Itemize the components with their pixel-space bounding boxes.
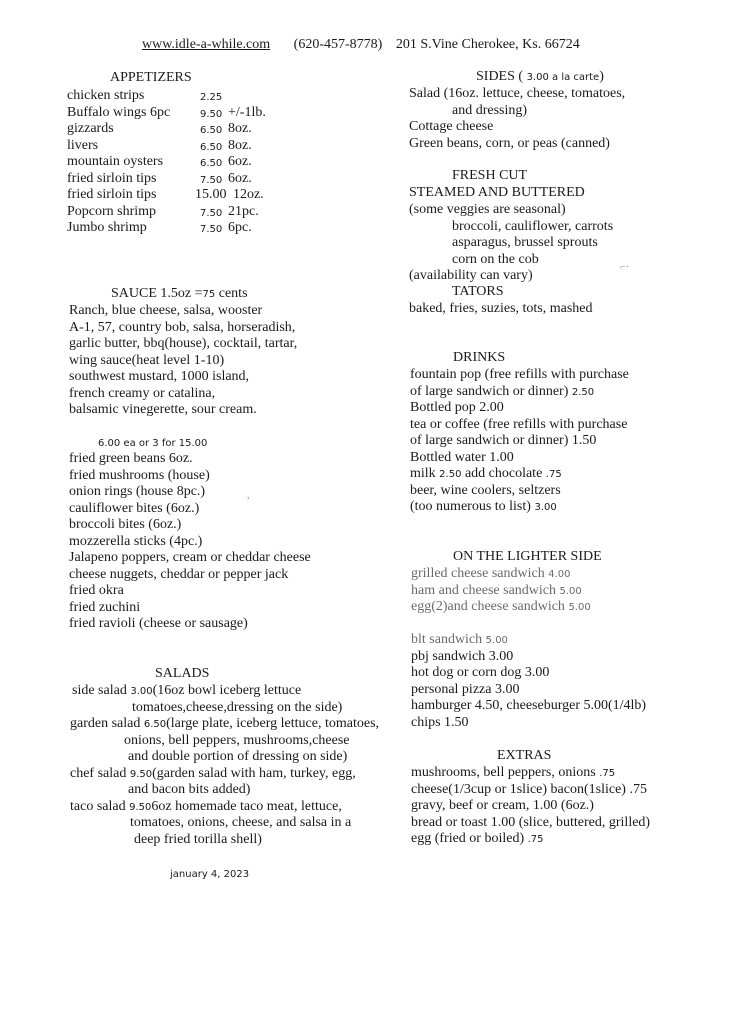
extra-price: .75 [527,834,544,845]
garden-salad [70,716,379,733]
chef-salad-desc: (garden salad with ham, turkey, egg, [152,765,356,781]
side-item: Green beans, corn, or peas (canned) [409,135,610,151]
sauce-line: balsamic vinegerette, sour cream. [69,402,257,417]
sides-price: 3.00 a la carte [526,72,600,83]
appetizers-heading: APPETIZERS [110,70,192,85]
blank-line [411,616,646,633]
side-salad-desc: (16oz bowl iceberg lettuce [152,683,302,698]
appetizer-item [67,88,307,105]
appetizer-name: chicken strips [67,88,145,103]
chef-salad-name: chef salad [70,765,127,781]
fresh-item: corn on the cob [452,251,539,267]
appetizer-price: 2.25 [200,92,223,103]
sauce-line: french creamy or catalina, [69,385,216,401]
fresh-item: asparagus, brussel sprouts [452,235,598,250]
side-salad-desc-2: tomatoes,cheese,dressing on the side) [132,699,343,715]
fresh-cut-heading: FRESH CUT [452,168,528,183]
fried-side-item: Jalapeno poppers, cream or cheddar cheese [69,550,311,565]
appetizer-name: mountain oysters [67,154,164,169]
sides-list [409,86,625,152]
appetizer-size: 6oz. [228,154,252,169]
drink-text: of large sandwich or dinner) [410,383,569,399]
salads-list [72,683,379,848]
garden-salad-name: garden salad [70,716,141,731]
appetizer-size: 21pc. [228,203,259,219]
drink-text: (too numerous to list) [410,499,531,514]
extras-list [411,765,650,848]
appetizer-price: 6.50 [200,125,223,136]
fried-side-item: fried green beans 6oz. [69,451,193,466]
menu-date: january 4, 2023 [170,869,250,880]
drink-item: beer, wine coolers, seltzers [410,482,561,498]
lighter-item-name: grilled cheese sandwich [411,566,545,581]
lighter-item [411,566,646,583]
appetizer-item [67,204,307,221]
sauce-title: SAUCE 1.5oz = [111,286,203,301]
appetizer-name: Popcorn shrimp [67,203,157,219]
sides-title: SIDES ( [476,69,524,84]
appetizer-name: livers [67,137,99,153]
appetizer-price: 7.50 [200,207,223,219]
sides-heading [476,69,604,87]
tators-heading: TATORS [452,284,504,299]
extras-heading: EXTRAS [497,748,552,763]
lighter-item-name: egg(2)and cheese sandwich [411,599,565,614]
fried-side-item: mozzerella sticks (4pc.) [69,533,203,549]
fresh-item: (some veggies are seasonal) [409,202,566,217]
stray-mark: , [247,490,250,501]
side-salad-price: 3.00 [130,686,153,697]
fresh-list [409,202,613,285]
appetizer-item [67,105,307,122]
side-item: Salad (16oz. lettuce, cheese, tomatoes, [409,86,626,101]
appetizer-item [67,154,307,171]
fried-side-item: onion rings (house 8pc.) [69,484,206,499]
lighter-list [411,566,646,731]
drink-item: tea or coffee (free refills with purchase [410,416,628,432]
lighter-item [411,583,646,600]
chef-salad [70,766,379,783]
fried-side-item: fried mushrooms (house) [69,467,210,483]
lighter-item [411,632,646,649]
extra-item: bread or toast 1.00 (slice, buttered, grilled) [411,814,651,830]
drink-item: Bottled pop 2.00 [410,400,504,415]
stray-mark: ⌐· [620,262,629,273]
drink-text: add chocolate [464,466,543,481]
garden-salad-desc-3: and double portion of dressing on side) [128,749,348,764]
fried-side-item: fried ravioli (cheese or sausage) [69,616,248,631]
taco-salad [70,799,379,816]
fried-side-item: fried okra [69,583,124,598]
appetizer-price: 9.50 [200,108,223,120]
appetizer-size: +/-1lb. [228,104,266,120]
sauce-line: garlic butter, bbq(house), cocktail, tartar, [69,336,298,351]
drink-item [410,499,629,516]
lighter-item: personal pizza 3.00 [411,681,520,697]
fried-side-item: cheese nuggets, cheddar or pepper jack [69,566,289,582]
address: 201 S.Vine Cherokee, Ks. 66724 [395,37,580,52]
chef-salad-desc-2: and bacon bits added) [128,782,251,797]
side-salad [72,683,379,700]
lighter-item-price: 5.00 [485,635,508,646]
fried-sides-list [69,451,311,633]
steamed-heading: STEAMED AND BUTTERED [409,185,585,200]
appetizer-price: 7.50 [200,174,223,186]
website-link[interactable]: www.idle-a-while.com [142,37,271,52]
extra-text: mushrooms, bell peppers, onions [411,765,596,780]
fried-sides-price: 6.00 ea or 3 for 15.00 [98,438,208,449]
chef-salad-price: 9.50 [129,768,153,780]
lighter-item-price: 5.00 [568,602,591,613]
lighter-item: hot dog or corn dog 3.00 [411,665,550,680]
drink-item [410,384,629,401]
drink-item: fountain pop (free refills with purchase [410,367,629,382]
appetizer-name: Jumbo shrimp [67,220,147,235]
tators-list: baked, fries, suzies, tots, mashed [409,301,593,316]
appetizer-size: 8oz. [228,121,252,136]
sauce-line: Ranch, blue cheese, salsa, wooster [69,303,263,318]
appetizer-item [67,138,307,155]
appetizer-name: Buffalo wings 6pc [67,104,171,120]
sauce-line: wing sauce(heat level 1-10) [69,352,225,368]
sauce-line: A-1, 57, country bob, salsa, horseradish, [69,319,296,335]
appetizer-price: 7.50 [200,224,223,235]
lighter-item-price: 4.00 [548,569,571,580]
garden-salad-price: 6.50 [143,719,167,730]
lighter-item-price: 5.00 [559,585,582,597]
sauce-list [69,303,297,419]
appetizer-item [67,187,307,204]
appetizer-size: 6pc. [228,220,252,235]
lighter-item [411,599,646,616]
garden-salad-desc: (large plate, iceberg lettuce, tomatoes, [166,716,380,731]
extra-item [411,831,650,848]
side-salad-name: side salad [72,683,127,698]
lighter-item-name: ham and cheese sandwich [411,582,556,598]
drink-item [410,466,629,483]
appetizer-item [67,220,307,237]
sides-title-close: ) [599,69,604,84]
sauce-line: southwest mustard, 1000 island, [69,369,250,384]
taco-salad-desc-3: deep fried torilla shell) [134,831,262,847]
drinks-heading: DRINKS [453,350,506,365]
taco-salad-desc-2: tomatoes, onions, cheese, and salsa in a [130,815,352,830]
sauce-price-unit: cents [218,286,248,301]
taco-salad-desc: 6oz homemade taco meat, lettuce, [151,798,342,814]
appetizer-price: 6.50 [200,141,223,153]
fresh-item: broccoli, cauliflower, carrots [452,218,614,234]
phone-number: (620-457-8778) [293,37,383,52]
drink-item: Bottled water 1.00 [410,449,514,465]
fresh-item: (availability can vary) [409,268,533,283]
taco-salad-price: 9.50 [129,801,152,813]
menu-header [142,37,580,54]
fried-side-item: cauliflower bites (6oz.) [69,500,200,516]
lighter-item: chips 1.50 [411,714,469,730]
fried-side-item: fried zuchini [69,599,141,615]
appetizer-name: gizzards [67,121,114,136]
lighter-heading: ON THE LIGHTER SIDE [453,549,602,564]
appetizer-price: 15.00 [195,187,227,202]
garden-salad-desc-2: onions, bell peppers, mushrooms,cheese [124,732,350,748]
drink-price: 2.50 [439,469,462,480]
extra-text: egg (fried or boiled) [411,831,525,846]
lighter-item: hamburger 4.50, cheeseburger 5.00(1/4lb) [411,698,647,713]
drink-price: .75 [545,469,562,480]
extra-item: cheese(1/3cup or 1slice) bacon(1slice) .75 [411,781,647,797]
salads-heading: SALADS [155,666,210,681]
appetizer-name: fried sirloin tips [67,187,157,202]
extra-item [411,765,650,782]
appetizer-item [67,171,307,188]
appetizer-size: 12oz. [233,187,264,202]
lighter-item: pbj sandwich 3.00 [411,648,514,664]
taco-salad-name: taco salad [70,798,126,814]
appetizer-price: 6.50 [200,158,223,169]
drink-price: 3.00 [534,502,557,513]
appetizer-name: fried sirloin tips [67,170,157,186]
appetizer-item [67,121,307,138]
drinks-list [410,367,629,516]
sauce-price: 75 [202,289,216,300]
appetizers-list [67,88,307,237]
extra-price: .75 [599,768,616,779]
drink-text: milk [410,466,436,481]
drink-item: of large sandwich or dinner) 1.50 [410,433,597,448]
appetizer-size: 6oz. [228,170,252,186]
appetizer-size: 8oz. [228,137,252,153]
sauce-heading [111,286,248,304]
fried-side-item: broccoli bites (6oz.) [69,517,182,532]
drink-price: 2.50 [571,386,595,398]
side-item: Cottage cheese [409,119,494,134]
extra-item: gravy, beef or cream, 1.00 (6oz.) [411,798,594,813]
lighter-item-name: blt sandwich [411,632,483,647]
side-item: and dressing) [452,102,528,118]
